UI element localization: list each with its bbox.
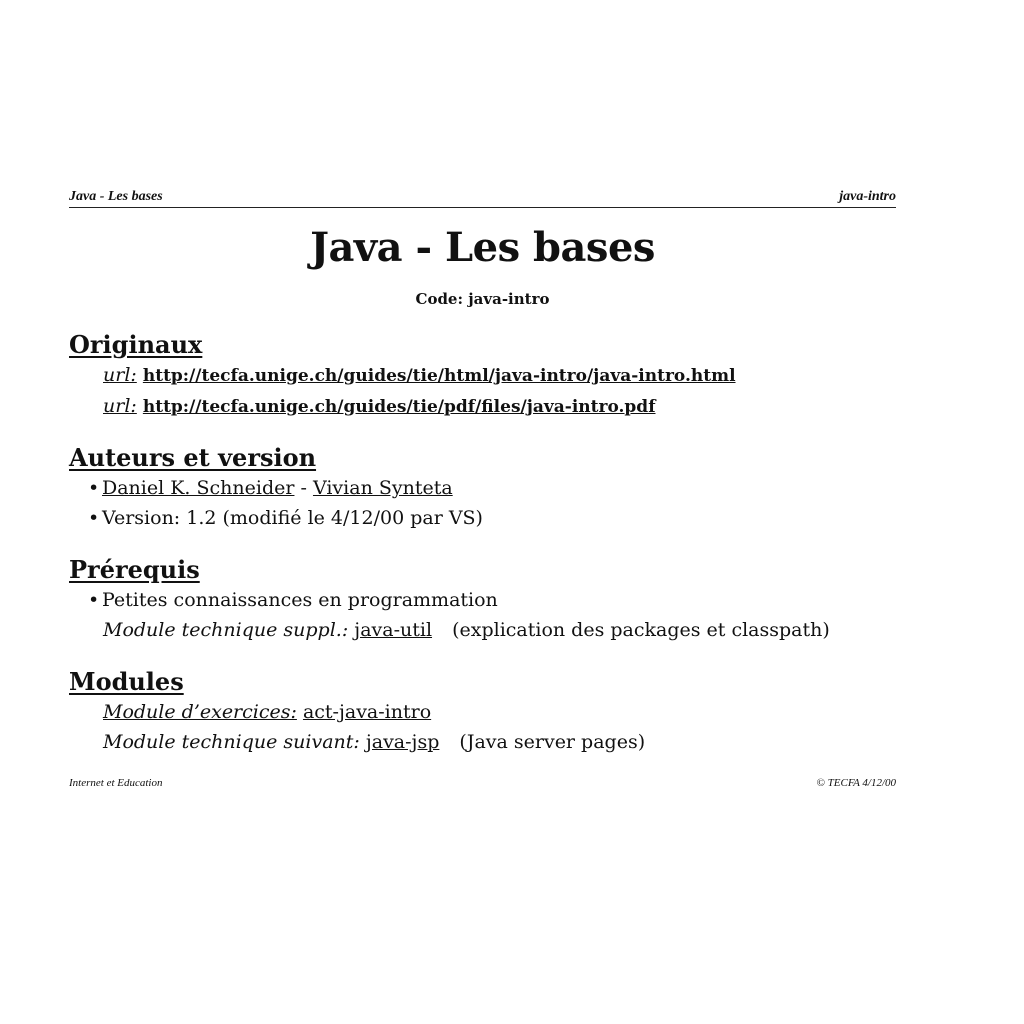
section-title-prerequis: Prérequis (69, 555, 200, 584)
bullet-icon: • (88, 477, 100, 499)
suppl-module-description: (explication des packages et classpath) (452, 619, 830, 641)
header-right-code: java-intro (839, 189, 896, 204)
prerequis-item (69, 585, 896, 615)
prerequis-text: Petites connaissances en programmation (102, 589, 498, 611)
section-title-originaux: Originaux (69, 330, 203, 359)
suppl-module-line (69, 615, 896, 645)
page-title: Java - Les bases (310, 224, 655, 271)
html-url-link[interactable]: http://tecfa.unige.ch/guides/tie/html/java-intro/java-intro.html (142, 366, 736, 386)
header-left-title: Java - Les bases (69, 189, 163, 204)
url-label: url: (103, 395, 137, 417)
section-title-auteurs: Auteurs et version (69, 443, 317, 472)
section-title-modules: Modules (69, 667, 184, 696)
bullet-icon: • (88, 507, 100, 529)
running-footer (69, 777, 896, 789)
java-util-link[interactable]: java-util (354, 619, 433, 641)
url-label: url: (103, 364, 137, 386)
url-line-pdf (69, 391, 896, 422)
act-java-intro-link[interactable]: act-java-intro (302, 701, 432, 723)
java-jsp-link[interactable]: java-jsp (365, 731, 440, 753)
footer-right: © TECFA 4/12/00 (816, 777, 896, 789)
footer-left: Internet et Education (69, 777, 163, 789)
version-line (69, 503, 896, 533)
pdf-url-link[interactable]: http://tecfa.unige.ch/guides/tie/pdf/files/java-intro.pdf (142, 397, 656, 417)
url-line-html (69, 360, 896, 391)
exercices-module-line (69, 697, 896, 727)
next-module-label: Module technique suivant: (103, 731, 360, 753)
author-link-schneider[interactable]: Daniel K. Schneider (102, 477, 295, 499)
version-text: Version: 1.2 (modifié le 4/12/00 par VS) (102, 507, 483, 529)
author-separator: - (300, 477, 307, 499)
document-code: Code: java-intro (415, 290, 550, 308)
next-module-line (69, 727, 896, 757)
next-module-description: (Java server pages) (459, 731, 646, 753)
suppl-module-label: Module technique suppl.: (103, 619, 349, 641)
authors-line (69, 473, 896, 503)
exercices-module-label: Module d’exercices: (103, 701, 297, 723)
bullet-icon: • (88, 589, 100, 611)
author-link-synteta[interactable]: Vivian Synteta (312, 477, 453, 499)
running-header (69, 188, 896, 208)
document-page (69, 188, 896, 789)
